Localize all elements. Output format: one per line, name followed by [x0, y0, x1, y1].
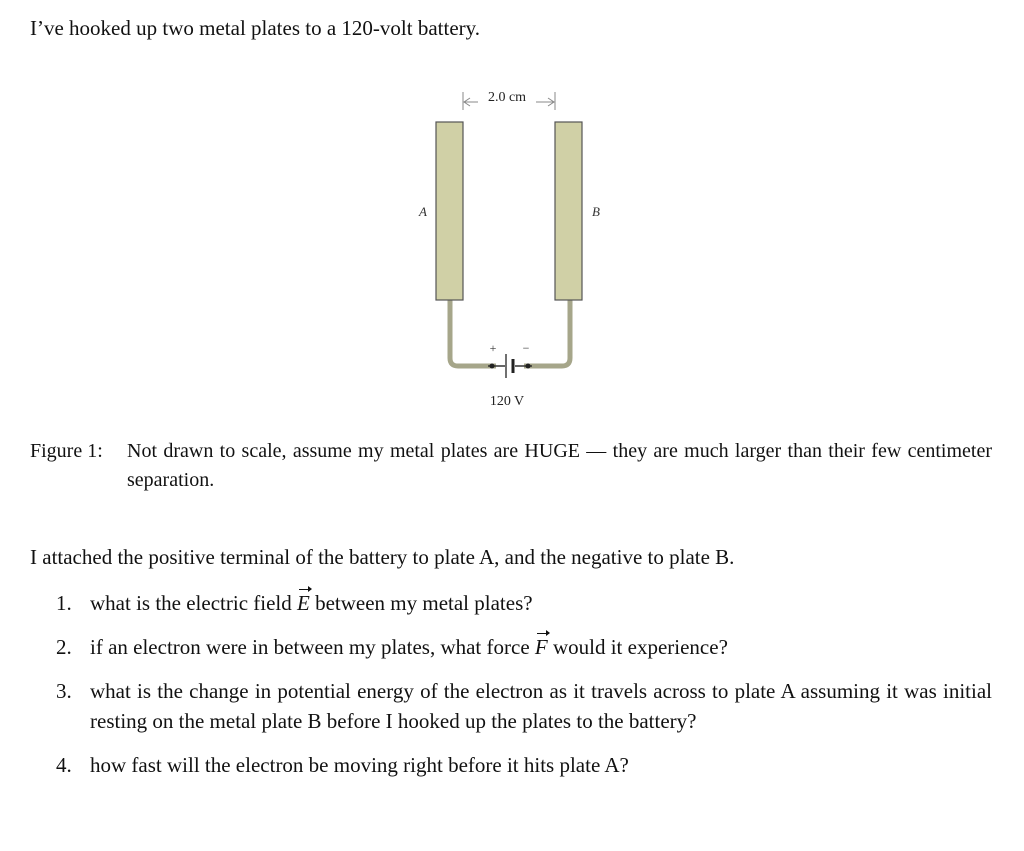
question-item [56, 588, 992, 618]
caption-label: Figure 1: [30, 440, 103, 462]
problem-statement: I attached the positive terminal of the battery to plate A, and the negative to plate B. [30, 545, 735, 569]
question-text-part: what is the electric field [90, 591, 297, 615]
intro-text: I’ve hooked up two metal plates to a 120-volt battery. [30, 16, 481, 40]
question-list [56, 588, 992, 794]
question-number: 2. [56, 635, 72, 659]
vector-e-symbol: E [297, 588, 310, 618]
question-text [90, 632, 992, 662]
question-text [90, 588, 992, 618]
plate-a [436, 122, 463, 300]
question-number: 4. [56, 753, 72, 777]
question-item [56, 676, 992, 736]
question-item [56, 750, 992, 780]
minus-label: − [522, 341, 530, 355]
vector-f-symbol: F [535, 632, 548, 662]
plus-label: + [489, 341, 497, 355]
question-text-part: between my metal plates? [309, 591, 533, 615]
plate-a-label: A [419, 204, 427, 219]
battery-voltage-label: 120 V [489, 394, 525, 409]
plate-b-label: B [592, 204, 600, 219]
question-text: how fast will the electron be moving right before it hits plate A? [90, 753, 629, 777]
question-item [56, 632, 992, 662]
question-text: what is the change in potential energy of the electron as it travels across to plate A assuming it was initial resting on the metal plate B before I hooked up the plates to the battery? [90, 679, 992, 733]
figure-caption [30, 437, 992, 495]
question-text-part: would it experience? [547, 635, 728, 659]
plate-b [555, 122, 582, 300]
caption-text: Not drawn to scale, assume my metal plates are HUGE — they are much larger than their few centimeter separation. [127, 440, 992, 491]
separation-label: 2.0 cm [487, 90, 527, 105]
question-number: 3. [56, 679, 72, 703]
battery-symbol [488, 354, 532, 378]
question-text-part: if an electron were in between my plates, what force [90, 635, 535, 659]
question-number: 1. [56, 591, 72, 615]
